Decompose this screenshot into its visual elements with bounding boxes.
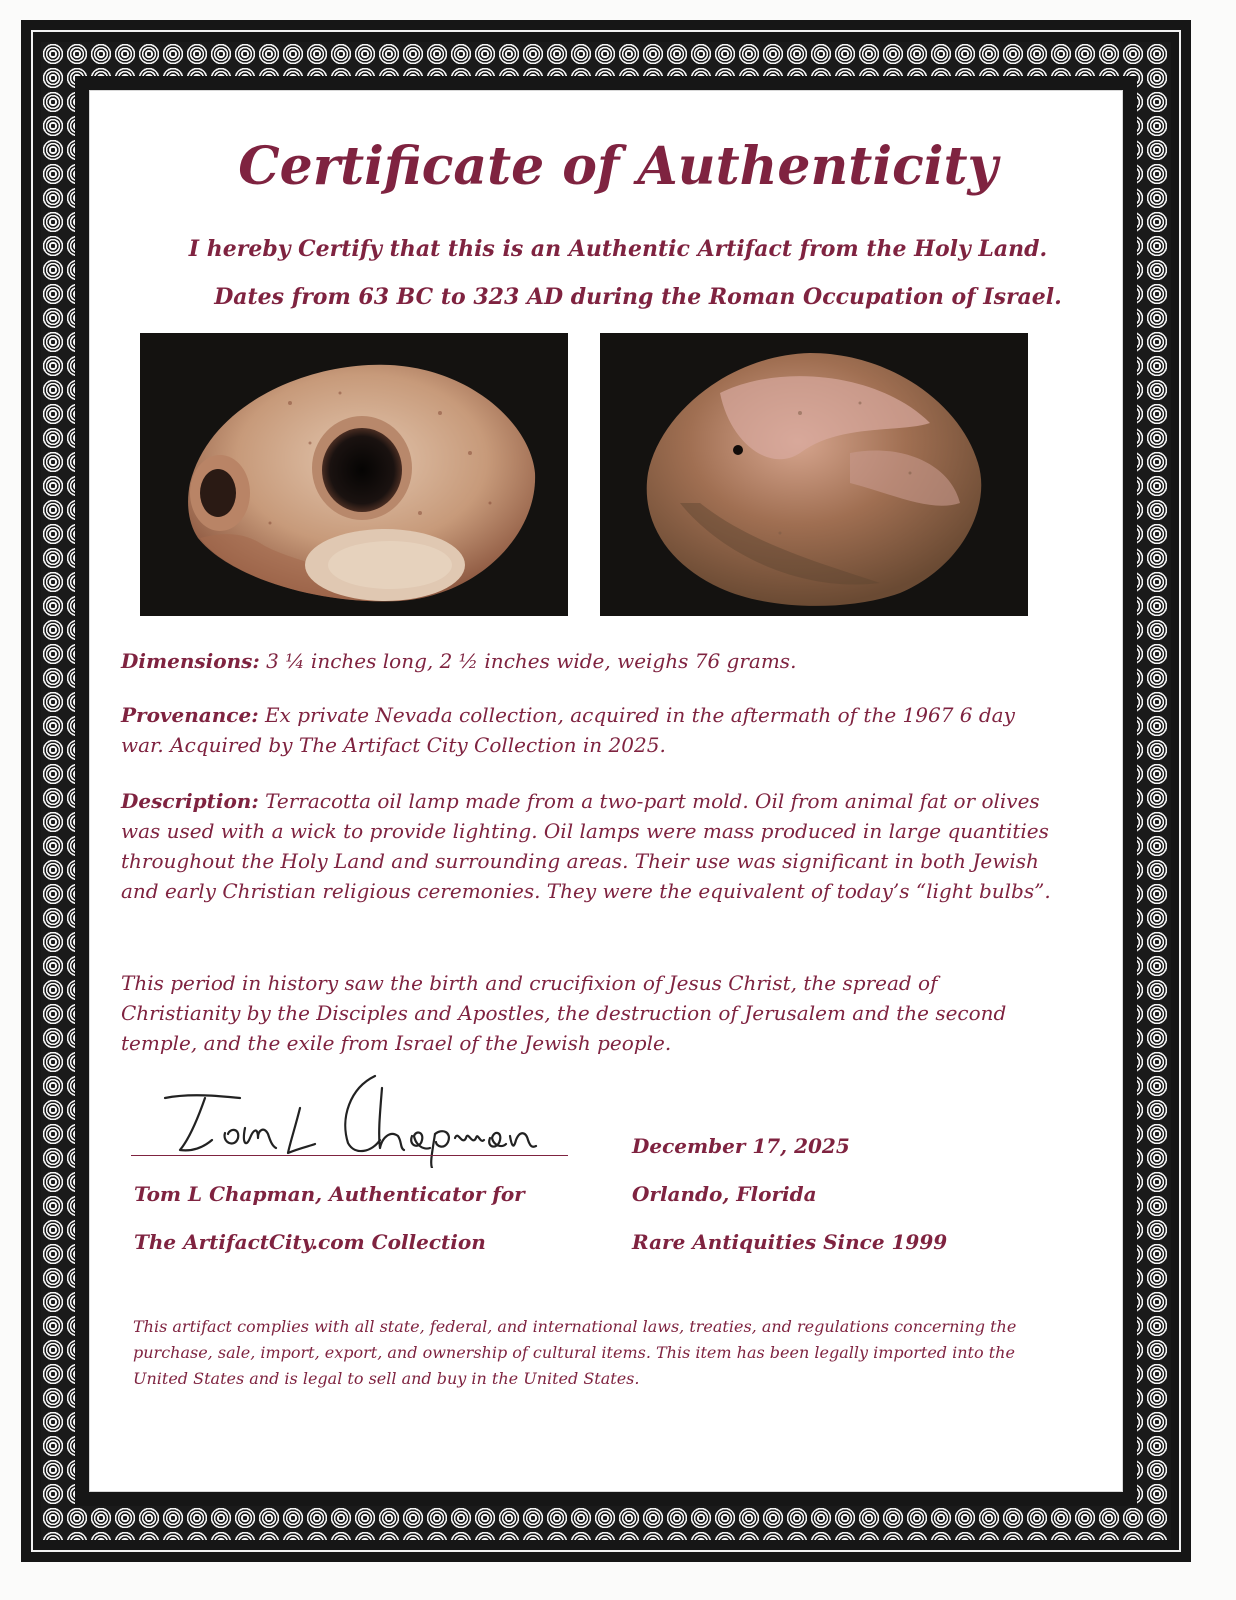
signer-collection: The ArtifactCity.com Collection — [134, 1230, 486, 1254]
signature-line — [131, 1155, 568, 1156]
certificate-location: Orlando, Florida — [632, 1182, 817, 1206]
oil-lamp-top-image — [140, 333, 568, 616]
oil-lamp-bottom-image — [600, 333, 1028, 616]
description-label: Description: — [121, 789, 259, 813]
description-value: Terracotta oil lamp made from a two-part mold. Oil from animal fat or olives was used with a wick to provide lighting. Oil lamps were mass produced in large quantities throughout the Holy Land and surrounding areas. Their use was significant in both Jewish and early Christian religious ceremonies. They were the equivalent of today’s “light bulbs”. — [121, 789, 1051, 903]
provenance-paragraph — [121, 700, 1061, 760]
dimensions-label: Dimensions: — [121, 649, 260, 673]
legal-notice: This artifact complies with all state, federal, and international laws, treaties, and regulations concerning the purchase, sale, import, export, and ownership of cultural items. This item has been legally imported into the United States and is legal to sell and buy in the United States. — [133, 1317, 1017, 1388]
certificate-title: Certificate of Authenticity — [238, 136, 998, 197]
certificate-date: December 17, 2025 — [632, 1134, 850, 1158]
artifact-photo-bottom — [600, 333, 1028, 616]
signer-name: Tom L Chapman, Authenticator for — [134, 1182, 525, 1206]
handwritten-signature — [150, 1068, 550, 1168]
provenance-value: Ex private Nevada collection, acquired in the aftermath of the 1967 6 day war. Acquired by The Artifact City Collection in 2025. — [121, 703, 1015, 757]
dimensions-value: 3 ¼ inches long, 2 ½ inches wide, weighs 76 grams. — [266, 649, 797, 673]
artifact-photo-top — [140, 333, 568, 616]
company-tagline: Rare Antiquities Since 1999 — [632, 1230, 948, 1254]
dates-line: Dates from 63 BC to 323 AD during the Roman Occupation of Israel. — [214, 284, 1062, 310]
history-paragraph: This period in history saw the birth and crucifixion of Jesus Christ, the spread of Christianity by the Disciples and Apostles, the destruction of Jerusalem and the second temple, and the exile from Israel of the Jewish people. — [121, 971, 1007, 1055]
provenance-label: Provenance: — [121, 703, 259, 727]
dimensions-paragraph — [121, 646, 1061, 676]
description-paragraph — [121, 786, 1061, 906]
certify-line: I hereby Certify that this is an Authentic Artifact from the Holy Land. — [188, 236, 1048, 262]
